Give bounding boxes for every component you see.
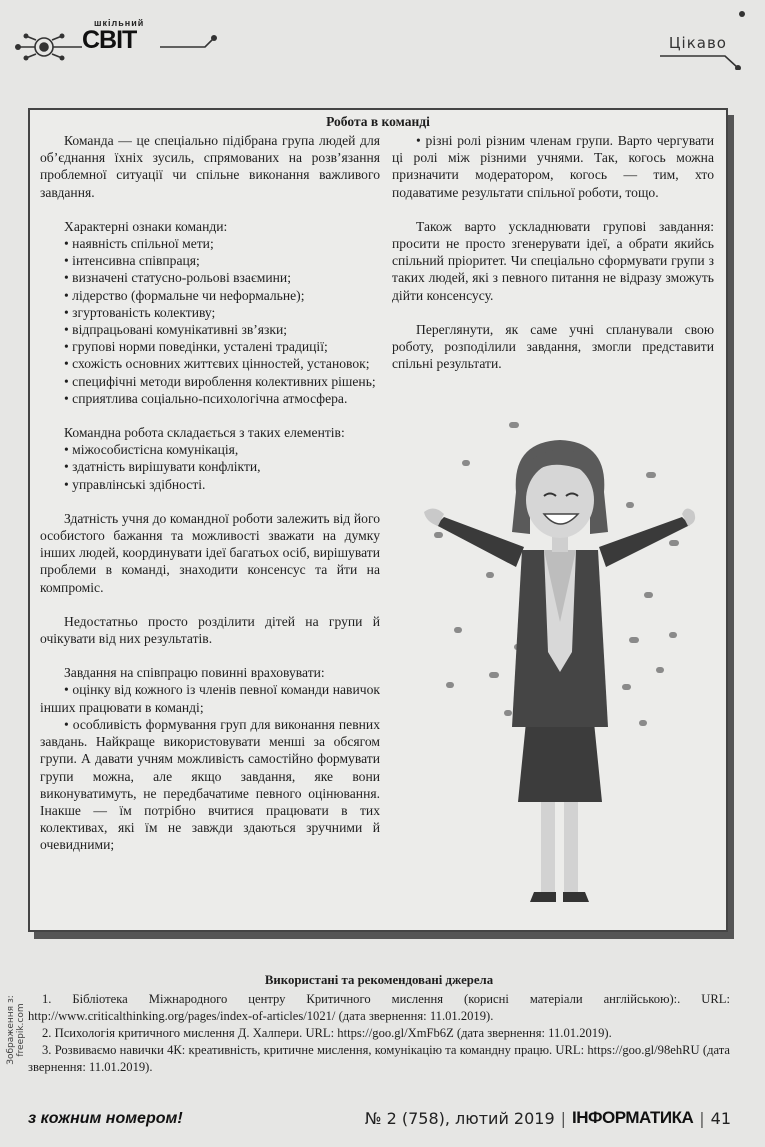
source-item: 3. Розвиваємо навички 4К: креативність, критичне мислення, комунікацію та командну працю. URL: https://goo.gl/98ehRU (дата звернення: 11.01.2019). bbox=[28, 1043, 730, 1074]
list-item: • групові норми поведінки, усталені традиції; bbox=[40, 338, 380, 355]
source-item: 2. Психологія критичного мислення Д. Халпери. URL: https://goo.gl/XmFb6Z (дата звернення: 11.01.2019). bbox=[42, 1026, 612, 1040]
magazine-logo bbox=[82, 18, 160, 52]
list-item: • відпрацьовані комунікативні зв’язки; bbox=[40, 321, 380, 338]
box-title: Робота в команді bbox=[326, 114, 430, 129]
right-column bbox=[392, 132, 714, 389]
paragraph: Здатність учня до командної роботи залежить від його особистого бажання та можливості зважати на думку інших людей, координувати ідеї багатьох осіб, вирішувати проблеми в команді, знаходити консенсус та йти на компроміс. bbox=[40, 510, 380, 595]
left-column bbox=[40, 132, 380, 854]
list-heading: Завдання на співпрацю повинні враховувати: bbox=[64, 665, 325, 681]
teamwork-box bbox=[28, 108, 728, 932]
tasks-list bbox=[40, 681, 380, 853]
list-item: • визначені статусно-рольові взаємини; bbox=[40, 269, 380, 286]
celebrating-woman-illustration bbox=[394, 422, 724, 922]
list-item: • особливість формування груп для виконання певних завдань. Найкраще використовувати менші за обсягом групи. А давати учням можливість самостійно формувати групи можна, але якщо завдання, яке вони виконуватимуть, не передбачатиме певного оцінювання. Інакше — їм потрібно вчитися працювати в тих колективах, які їм не завжди здаються зручними й очевидними; bbox=[40, 716, 380, 854]
sources-list bbox=[28, 991, 730, 1076]
list-item: • схожість основних життєвих цінностей, установок; bbox=[40, 355, 380, 372]
issue-info: № 2 (758), лютий 2019 bbox=[364, 1108, 555, 1128]
footer-slogan: з кожним номером! bbox=[28, 1110, 183, 1127]
image-credit: Зображення з: freepik.com bbox=[6, 995, 26, 1065]
source-item: 1. Бібліотека Міжнародного центру Критичного мислення (корисні матеріали англійською):. URL: http://www.criticalthinking.org/pages/index-of-articles/1021/ (дата звернення: 11.01.2019). bbox=[28, 992, 730, 1023]
divider: | bbox=[560, 1108, 567, 1128]
elements-list bbox=[40, 441, 380, 493]
list-item: • різні ролі різним членам групи. Варто чергувати ці ролі між різними учнями. Так, когось можна призначити модератором, когось — тим, хто подаватиме результати спільної роботи, тощо. bbox=[392, 132, 714, 201]
sources-title: Використані та рекомендовані джерела bbox=[264, 973, 494, 987]
page-header bbox=[0, 0, 765, 70]
list-item: • міжособистісна комунікація, bbox=[40, 441, 380, 458]
paragraph: Недостатньо просто розділити дітей на групи й очікувати від них результатів. bbox=[40, 613, 380, 647]
paragraph: Команда — це спеціально підібрана група людей для об’єднання їхніх зусиль, спрямованих на розв’язання проблемної ситуації чи спільне виконання важливого завдання. bbox=[40, 133, 380, 200]
list-item: • згуртованість колективу; bbox=[40, 304, 380, 321]
list-item: • управлінські здібності. bbox=[40, 476, 380, 493]
paragraph: Також варто ускладнювати групові завдання: просити не просто згенерувати ідеї, а обрати якийсь спільний пріоритет. Чи спеціально сформувати групи з таких людей, які з певного питання не відразу зможуть дійти консенсусу. bbox=[392, 218, 714, 303]
magazine-brand: ІНФОРМАТИКА bbox=[572, 1108, 694, 1127]
sources-section bbox=[28, 972, 730, 1076]
roles-list bbox=[392, 132, 714, 201]
page-number: 41 bbox=[710, 1108, 731, 1128]
list-item: • специфічні методи вироблення колективних рішень; bbox=[40, 373, 380, 390]
logo-subtitle: шкільний bbox=[94, 18, 145, 28]
section-label: Цікаво bbox=[668, 34, 727, 52]
list-heading: Характерні ознаки команди: bbox=[64, 218, 228, 234]
features-list bbox=[40, 235, 380, 407]
list-heading: Командна робота складається з таких елементів: bbox=[64, 425, 345, 441]
page-footer bbox=[365, 1108, 731, 1128]
list-item: • оцінку від кожного із членів певної команди навичок інших працювати в команді; bbox=[40, 681, 380, 715]
list-item: • сприятлива соціально-психологічна атмосфера. bbox=[40, 390, 380, 407]
list-item: • наявність спільної мети; bbox=[40, 235, 380, 252]
divider: | bbox=[699, 1108, 705, 1128]
list-item: • інтенсивна співпраця; bbox=[40, 252, 380, 269]
list-item: • лідерство (формальне чи неформальне); bbox=[40, 287, 380, 304]
logo-title: СВІТ bbox=[82, 26, 137, 54]
paragraph: Переглянути, як саме учні спланували свою роботу, розподілили завдання, змогли представити спільні результати. bbox=[392, 321, 714, 372]
list-item: • здатність вирішувати конфлікти, bbox=[40, 458, 380, 475]
